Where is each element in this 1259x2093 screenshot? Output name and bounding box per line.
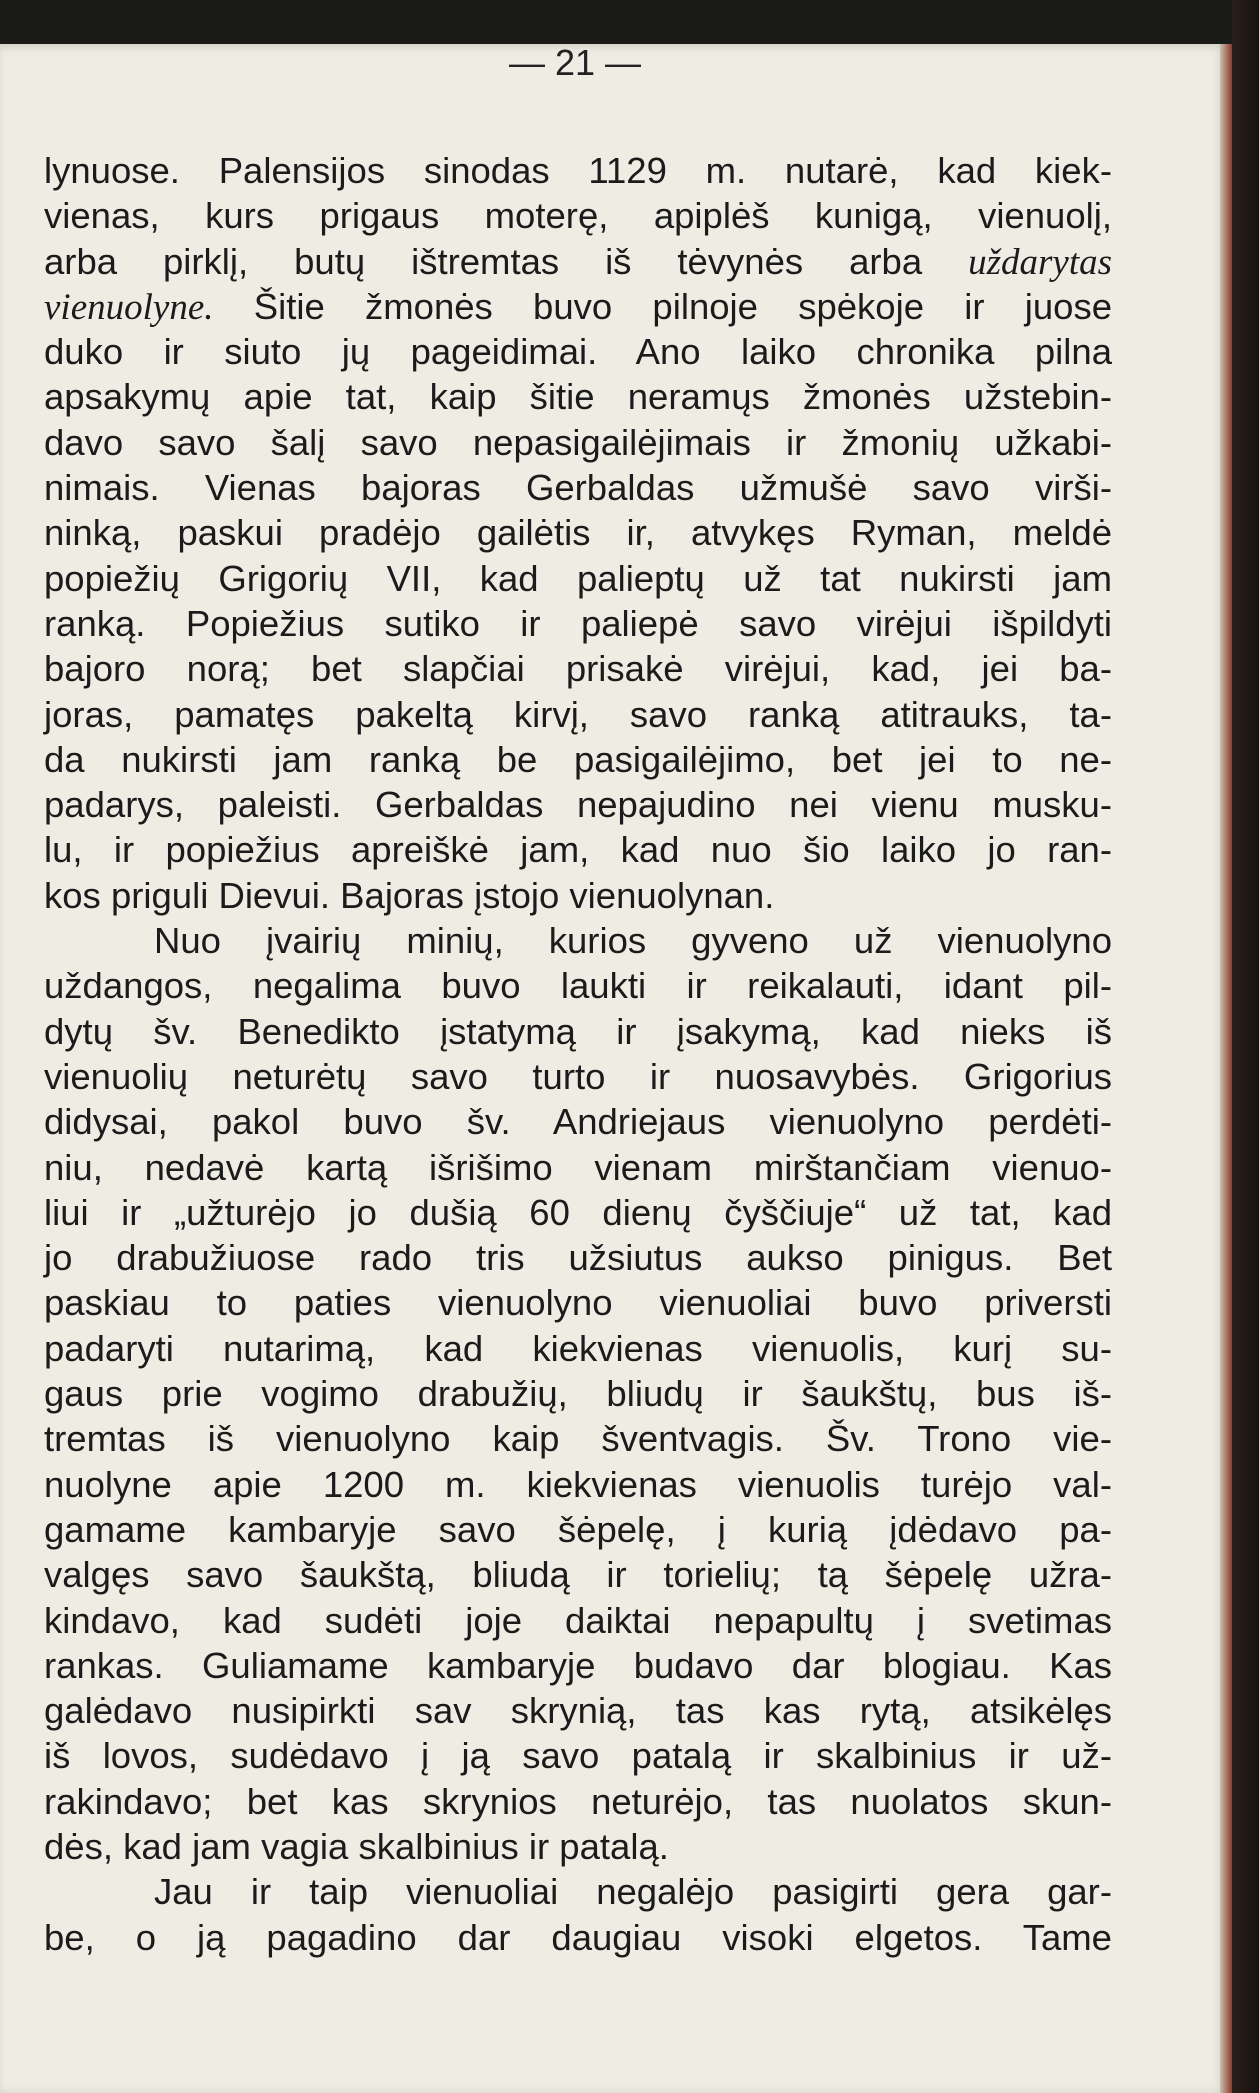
text-line	[44, 918, 1112, 963]
text-line	[44, 1462, 1112, 1507]
italic-text: vienuolyne.	[44, 286, 214, 328]
text-line	[44, 1733, 1112, 1778]
text-line	[44, 1371, 1112, 1416]
text-line	[44, 1054, 1112, 1099]
text-line	[44, 1009, 1112, 1054]
text-segment: dytų šv. Benedikto įstatymą ir įsakymą, kad nieks iš	[44, 1010, 1112, 1052]
page-edge	[1220, 44, 1232, 2093]
text-segment: arba pirklį, butų ištremtas iš tėvynės arba	[44, 240, 969, 282]
text-line	[44, 1326, 1112, 1371]
text-segment: joras, pamatęs pakeltą kirvį, savo ranką atitrauks, ta-	[44, 693, 1112, 735]
text-line	[44, 284, 1112, 329]
text-line	[44, 1190, 1112, 1235]
italic-text: uždarytas	[968, 241, 1112, 283]
text-segment: rakindavo; bet kas skrynios neturėjo, tas nuolatos skun-	[44, 1780, 1112, 1822]
text-segment: popiežių Grigorių VII, kad palieptų už tat nukirsti jam	[44, 557, 1112, 599]
text-segment: lu, ir popiežius apreiškė jam, kad nuo šio laiko jo ran-	[44, 829, 1112, 871]
text-line	[44, 1643, 1112, 1688]
text-segment: tremtas iš vienuolyno kaip šventvagis. Šv. Trono vie-	[44, 1418, 1112, 1460]
text-line	[44, 193, 1112, 238]
text-line	[44, 148, 1112, 193]
text-segment: liui ir „užturėjo jo dušią 60 dienų čyščiuje“ už tat, kad	[44, 1191, 1112, 1233]
text-segment: bajoro norą; bet slapčiai prisakė virėjui, kad, jei ba-	[44, 648, 1112, 690]
text-line	[44, 329, 1112, 374]
text-segment: kindavo, kad sudėti joje daiktai nepapultų į svetimas	[44, 1599, 1112, 1641]
text-line	[44, 374, 1112, 419]
text-segment: davo savo šalį savo nepasigailėjimais ir žmonių užkabi-	[44, 421, 1112, 463]
text-segment: rankas. Guliamame kambaryje budavo dar blogiau. Kas	[44, 1644, 1112, 1686]
text-segment: uždangos, negalima buvo laukti ir reikalauti, idant pil-	[44, 965, 1112, 1007]
text-line	[44, 1416, 1112, 1461]
text-line	[44, 1779, 1112, 1824]
text-line	[44, 1235, 1112, 1280]
text-line	[44, 737, 1112, 782]
text-line	[44, 1552, 1112, 1597]
text-line	[44, 239, 1112, 284]
text-segment: paskiau to paties vienuolyno vienuoliai buvo priversti	[44, 1282, 1112, 1324]
text-line	[44, 420, 1112, 465]
text-segment: niu, nedavė kartą išrišimo vienam mirštančiam vienuo-	[44, 1146, 1112, 1188]
text-segment: gamame kambaryje savo šėpelę, į kurią įdėdavo pa-	[44, 1508, 1112, 1550]
text-line	[44, 1869, 1112, 1914]
text-line	[44, 1915, 1112, 1960]
text-line	[44, 827, 1112, 872]
text-segment: padaryti nutarimą, kad kiekvienas vienuolis, kurį su-	[44, 1327, 1112, 1369]
text-segment: apsakymų apie tat, kaip šitie neramųs žmonės užstebin-	[44, 376, 1112, 418]
text-line	[44, 1824, 1112, 1869]
text-segment: dės, kad jam vagia skalbinius ir patalą.	[44, 1825, 669, 1867]
text-line	[44, 782, 1112, 827]
text-segment: duko ir siuto jų pageidimai. Ano laiko chronika pilna	[44, 331, 1112, 373]
text-line	[44, 1145, 1112, 1190]
text-segment: kos priguli Dievui. Bajoras įstojo vienuolynan.	[44, 874, 775, 916]
text-segment: vienas, kurs prigaus moterę, apiplėš kunigą, vienuolį,	[44, 195, 1112, 237]
text-line	[44, 873, 1112, 918]
page-number: — 21 —	[508, 42, 642, 83]
text-segment: da nukirsti jam ranką be pasigailėjimo, bet jei to ne-	[44, 738, 1112, 780]
text-segment: nuolyne apie 1200 m. kiekvienas vienuolis turėjo val-	[44, 1463, 1112, 1505]
text-line	[44, 1507, 1112, 1552]
text-segment: valgęs savo šaukštą, bliudą ir torielių; tą šėpelę užra-	[44, 1554, 1112, 1596]
text-segment: nimais. Vienas bajoras Gerbaldas užmušė savo virši-	[44, 467, 1112, 509]
text-line	[44, 510, 1112, 555]
text-segment: galėdavo nusipirkti sav skrynią, tas kas rytą, atsikėlęs	[44, 1690, 1112, 1732]
book-binding	[1232, 0, 1259, 2093]
text-segment: didysai, pakol buvo šv. Andriejaus vienuolyno perdėti-	[44, 1101, 1112, 1143]
text-line	[44, 1688, 1112, 1733]
body-text	[44, 148, 1112, 1960]
text-segment: be, o ją pagadino dar daugiau visoki elgetos. Tame	[44, 1916, 1112, 1958]
text-segment: Šitie žmonės buvo pilnoje spėkoje ir juose	[213, 285, 1112, 327]
text-segment: vienuolių neturėtų savo turto ir nuosavybės. Grigorius	[44, 1055, 1112, 1097]
text-segment: ninką, paskui pradėjo gailėtis ir, atvykęs Ryman, meldė	[44, 512, 1112, 554]
text-segment: Nuo įvairių minių, kurios gyveno už vienuolyno	[154, 920, 1112, 962]
text-line	[44, 963, 1112, 1008]
text-line	[44, 1280, 1112, 1325]
text-line	[44, 465, 1112, 510]
text-line	[44, 692, 1112, 737]
text-segment: lynuose. Palensijos sinodas 1129 m. nutarė, kad kiek-	[44, 150, 1112, 191]
text-line	[44, 601, 1112, 646]
text-line	[44, 1099, 1112, 1144]
text-segment: gaus prie vogimo drabužių, bliudų ir šaukštų, bus iš-	[44, 1373, 1112, 1415]
text-line	[44, 1598, 1112, 1643]
text-segment: padarys, paleisti. Gerbaldas nepajudino nei vienu musku-	[44, 784, 1112, 826]
text-segment: jo drabužiuose rado tris užsiutus aukso pinigus. Bet	[44, 1237, 1112, 1279]
text-segment: ranką. Popiežius sutiko ir paliepė savo virėjui išpildyti	[44, 602, 1112, 644]
text-line	[44, 556, 1112, 601]
text-segment: iš lovos, sudėdavo į ją savo patalą ir skalbinius ir už-	[44, 1735, 1112, 1777]
text-line	[44, 646, 1112, 691]
text-segment: Jau ir taip vienuoliai negalėjo pasigirti gera gar-	[154, 1871, 1112, 1913]
